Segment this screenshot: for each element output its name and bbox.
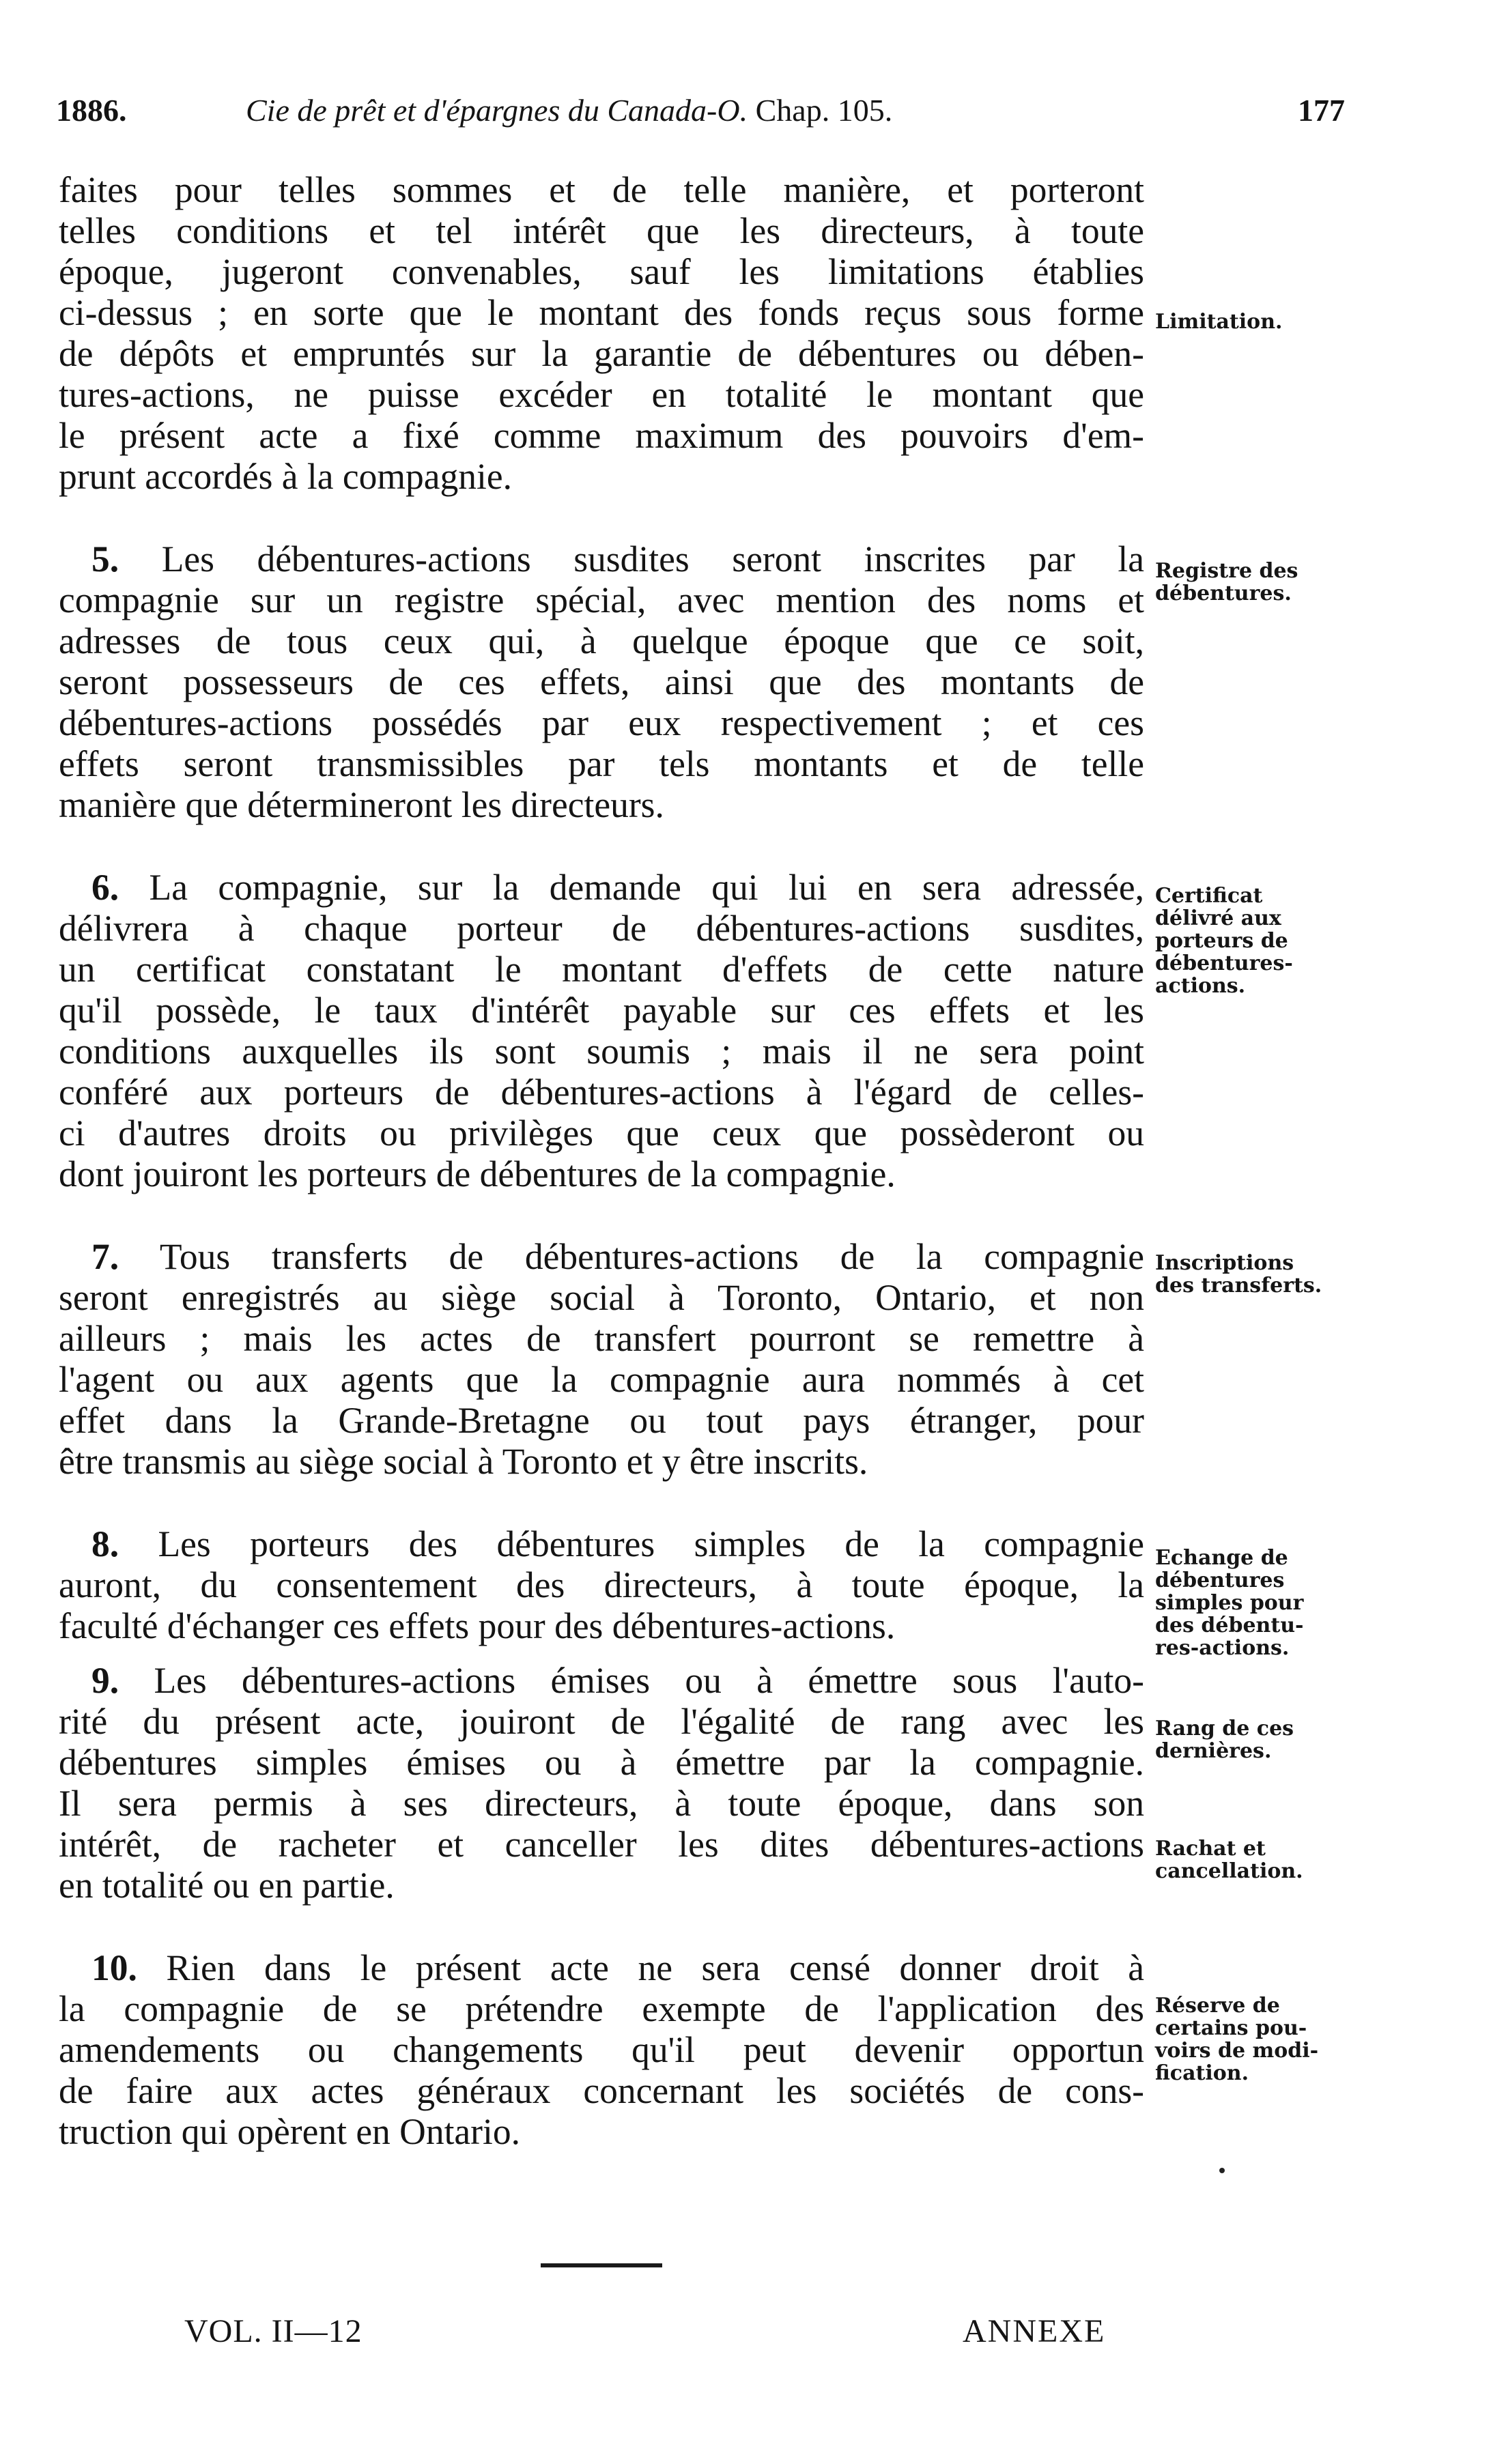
text-line (59, 1824, 1144, 1865)
text-line (59, 1072, 1144, 1113)
line-text: auront, du consentement des directeurs, à toute époque, la (59, 1564, 1144, 1605)
line-text: amendements ou changements qu'il peut devenir opportun (59, 2029, 1144, 2070)
line-text: Il sera permis à ses directeurs, à toute époque, dans son (59, 1783, 1144, 1824)
header-year: 1886. (56, 93, 127, 128)
line-text: Les porteurs des débentures simples de la compagnie (158, 1523, 1144, 1564)
margin-note-registre (1155, 560, 1360, 605)
text-line (59, 620, 1144, 661)
line-text: débentures-actions possédés par eux respectivement ; et ces (59, 702, 1144, 743)
text-line (59, 1865, 1144, 1906)
margin-note-rachat (1155, 1837, 1360, 1882)
text-line (59, 539, 1144, 579)
text-line (59, 1564, 1144, 1605)
text-line (59, 743, 1144, 784)
line-text: un certificat constatant le montant d'effets de cette nature (59, 949, 1144, 990)
paragraph-p-continuation (59, 169, 1144, 497)
margin-note-line: dernières. (1155, 1739, 1272, 1763)
line-text: prunt accordés à la compagnie. (59, 456, 512, 497)
text-line (59, 990, 1144, 1031)
line-text: être transmis au siège social à Toronto et y être inscrits. (59, 1441, 868, 1482)
line-text: l'agent ou aux agents que la compagnie aura nommés à cet (59, 1359, 1144, 1400)
header-chapter: Chap. 105. (755, 93, 893, 128)
text-line (59, 333, 1144, 374)
text-line (59, 1783, 1144, 1824)
section-number: 10. (91, 1947, 137, 1988)
paragraph-sec-7 (59, 1236, 1144, 1482)
text-line (59, 2111, 1144, 2152)
line-text: La compagnie, sur la demande qui lui en sera adressée, (149, 867, 1144, 908)
text-line (59, 867, 1144, 908)
text-line (59, 1660, 1144, 1701)
text-line (59, 949, 1144, 990)
line-text: seront possesseurs de ces effets, ainsi que des montants de (59, 661, 1144, 702)
text-line (59, 661, 1144, 702)
print-speck (1219, 2168, 1225, 2173)
document-body (59, 169, 1144, 2194)
text-line (59, 1318, 1144, 1359)
margin-note-line: des débentu- (1155, 1614, 1304, 1637)
margin-note-line: simples pour (1155, 1591, 1304, 1615)
paragraph-sec-5 (59, 539, 1144, 825)
margin-note-line: délivré aux (1155, 906, 1281, 930)
margin-note-line: débentures (1155, 1568, 1285, 1592)
text-line (59, 251, 1144, 292)
margin-note-line: porteurs de (1155, 929, 1288, 953)
text-line (59, 1154, 1144, 1194)
text-line (59, 784, 1144, 825)
margin-note-line: certains pou- (1155, 2016, 1307, 2040)
margin-note-reserve (1155, 1994, 1360, 2085)
margin-note-line: des transferts. (1155, 1274, 1322, 1298)
margin-note-certificat (1155, 885, 1360, 997)
line-text: époque, jugeront convenables, sauf les limitations établies (59, 251, 1144, 292)
text-line (59, 1441, 1144, 1482)
text-line (59, 1236, 1144, 1277)
line-text: rité du présent acte, jouiront de l'égalité de rang avec les (59, 1701, 1144, 1742)
line-text: tures-actions, ne puisse excéder en totalité le montant que (59, 374, 1144, 415)
section-number: 6. (91, 867, 119, 908)
line-text: Tous transferts de débentures-actions de la compagnie (159, 1236, 1144, 1277)
paragraph-sec-8 (59, 1523, 1144, 1646)
text-line (59, 374, 1144, 415)
text-line (59, 1277, 1144, 1318)
end-rule (541, 2263, 662, 2267)
line-text: de dépôts et empruntés sur la garantie de débentures ou dében- (59, 333, 1144, 374)
text-line (59, 1701, 1144, 1742)
line-text: conféré aux porteurs de débentures-actions à l'égard de celles- (59, 1072, 1144, 1113)
line-text: de faire aux actes généraux concernant les sociétés de cons- (59, 2070, 1144, 2111)
header-title-text: Cie de prêt et d'épargnes du Canada-O. (246, 93, 748, 128)
section-number: 7. (91, 1236, 119, 1277)
text-line (59, 1031, 1144, 1072)
margin-note-rang (1155, 1717, 1360, 1762)
line-text: ci-dessus ; en sorte que le montant des fonds reçus sous forme (59, 292, 1144, 333)
text-line (59, 1605, 1144, 1646)
line-text: seront enregistrés au siège social à Toronto, Ontario, et non (59, 1277, 1144, 1318)
margin-note-line: Rang de ces (1155, 1717, 1294, 1740)
line-text: en totalité ou en partie. (59, 1865, 395, 1906)
text-line (59, 415, 1144, 456)
margin-note-limitation (1155, 311, 1360, 333)
margin-note-line: voirs de modi- (1155, 2039, 1319, 2063)
page-number: 177 (1298, 93, 1345, 128)
line-text: délivrera à chaque porteur de débentures-actions susdites, (59, 908, 1144, 949)
margin-note-line: Limitation. (1155, 310, 1283, 334)
text-line (59, 1988, 1144, 2029)
margin-note-line: Réserve de (1155, 1994, 1280, 2018)
line-text: effets seront transmissibles par tels montants et de telle (59, 743, 1144, 784)
line-text: adresses de tous ceux qui, à quelque époque que ce soit, (59, 620, 1144, 661)
running-header (48, 92, 1345, 140)
margin-note-line: débentures- (1155, 951, 1293, 975)
footer-catchword: ANNEXE (963, 2313, 1106, 2349)
text-line (59, 1742, 1144, 1783)
line-text: la compagnie de se prétendre exempte de l'application des (59, 1988, 1144, 2029)
paragraph-sec-10 (59, 1947, 1144, 2152)
margin-note-line: Registre des (1155, 559, 1298, 583)
text-line (59, 169, 1144, 210)
margin-note-line: res-actions. (1155, 1636, 1290, 1660)
text-line (59, 908, 1144, 949)
line-text: faites pour telles sommes et de telle manière, et porteront (59, 169, 1144, 210)
text-line (59, 292, 1144, 333)
margin-note-line: actions. (1155, 974, 1246, 998)
text-line (59, 1947, 1144, 1988)
text-line (59, 579, 1144, 620)
text-line (59, 2029, 1144, 2070)
line-text: Rien dans le présent acte ne sera censé donner droit à (166, 1947, 1144, 1988)
line-text: effet dans la Grande-Bretagne ou tout pays étranger, pour (59, 1400, 1144, 1441)
line-text: ailleurs ; mais les actes de transfert pourront se remettre à (59, 1318, 1144, 1359)
text-line (59, 210, 1144, 251)
text-line (59, 1523, 1144, 1564)
line-text: débentures simples émises ou à émettre par la compagnie. (59, 1742, 1144, 1783)
section-number: 8. (91, 1523, 119, 1564)
line-text: compagnie sur un registre spécial, avec mention des noms et (59, 579, 1144, 620)
line-text: telles conditions et tel intérêt que les directeurs, à toute (59, 210, 1144, 251)
margin-note-line: Certificat (1155, 884, 1263, 908)
line-text: manière que détermineront les directeurs. (59, 784, 664, 825)
margin-note-line: fication. (1155, 2061, 1249, 2085)
margin-note-line: débentures. (1155, 582, 1292, 605)
margin-note-line: Inscriptions (1155, 1251, 1294, 1275)
footer-volume: VOL. II—12 (184, 2313, 363, 2349)
text-line (59, 1400, 1144, 1441)
text-line (59, 2070, 1144, 2111)
text-line (59, 1359, 1144, 1400)
margin-note-line: cancellation. (1155, 1859, 1303, 1883)
text-line (59, 456, 1144, 497)
text-line (59, 1113, 1144, 1154)
header-title (246, 92, 892, 128)
line-text: qu'il possède, le taux d'intérêt payable sur ces effets et les (59, 990, 1144, 1031)
line-text: le présent acte a fixé comme maximum des pouvoirs d'em- (59, 415, 1144, 456)
margin-note-inscriptions (1155, 1252, 1360, 1297)
line-text: intérêt, de racheter et canceller les dites débentures-actions (59, 1824, 1144, 1865)
line-text: conditions auxquelles ils sont soumis ; mais il ne sera point (59, 1031, 1144, 1072)
line-text: faculté d'échanger ces effets pour des débentures-actions. (59, 1605, 896, 1646)
line-text: Les débentures-actions susdites seront inscrites par la (161, 539, 1144, 579)
line-text: dont jouiront les porteurs de débentures de la compagnie. (59, 1154, 896, 1194)
section-number: 9. (91, 1660, 119, 1701)
line-text: ci d'autres droits ou privilèges que ceux que possèderont ou (59, 1113, 1144, 1154)
margin-note-line: Rachat et (1155, 1837, 1266, 1861)
line-text: truction qui opèrent en Ontario. (59, 2111, 520, 2152)
paragraph-sec-6 (59, 867, 1144, 1194)
section-number: 5. (91, 539, 119, 579)
margin-note-echange (1155, 1547, 1360, 1659)
margin-note-line: Echange de (1155, 1546, 1288, 1570)
text-line (59, 702, 1144, 743)
paragraph-sec-9 (59, 1660, 1144, 1906)
line-text: Les débentures-actions émises ou à émettre sous l'auto- (154, 1660, 1144, 1701)
